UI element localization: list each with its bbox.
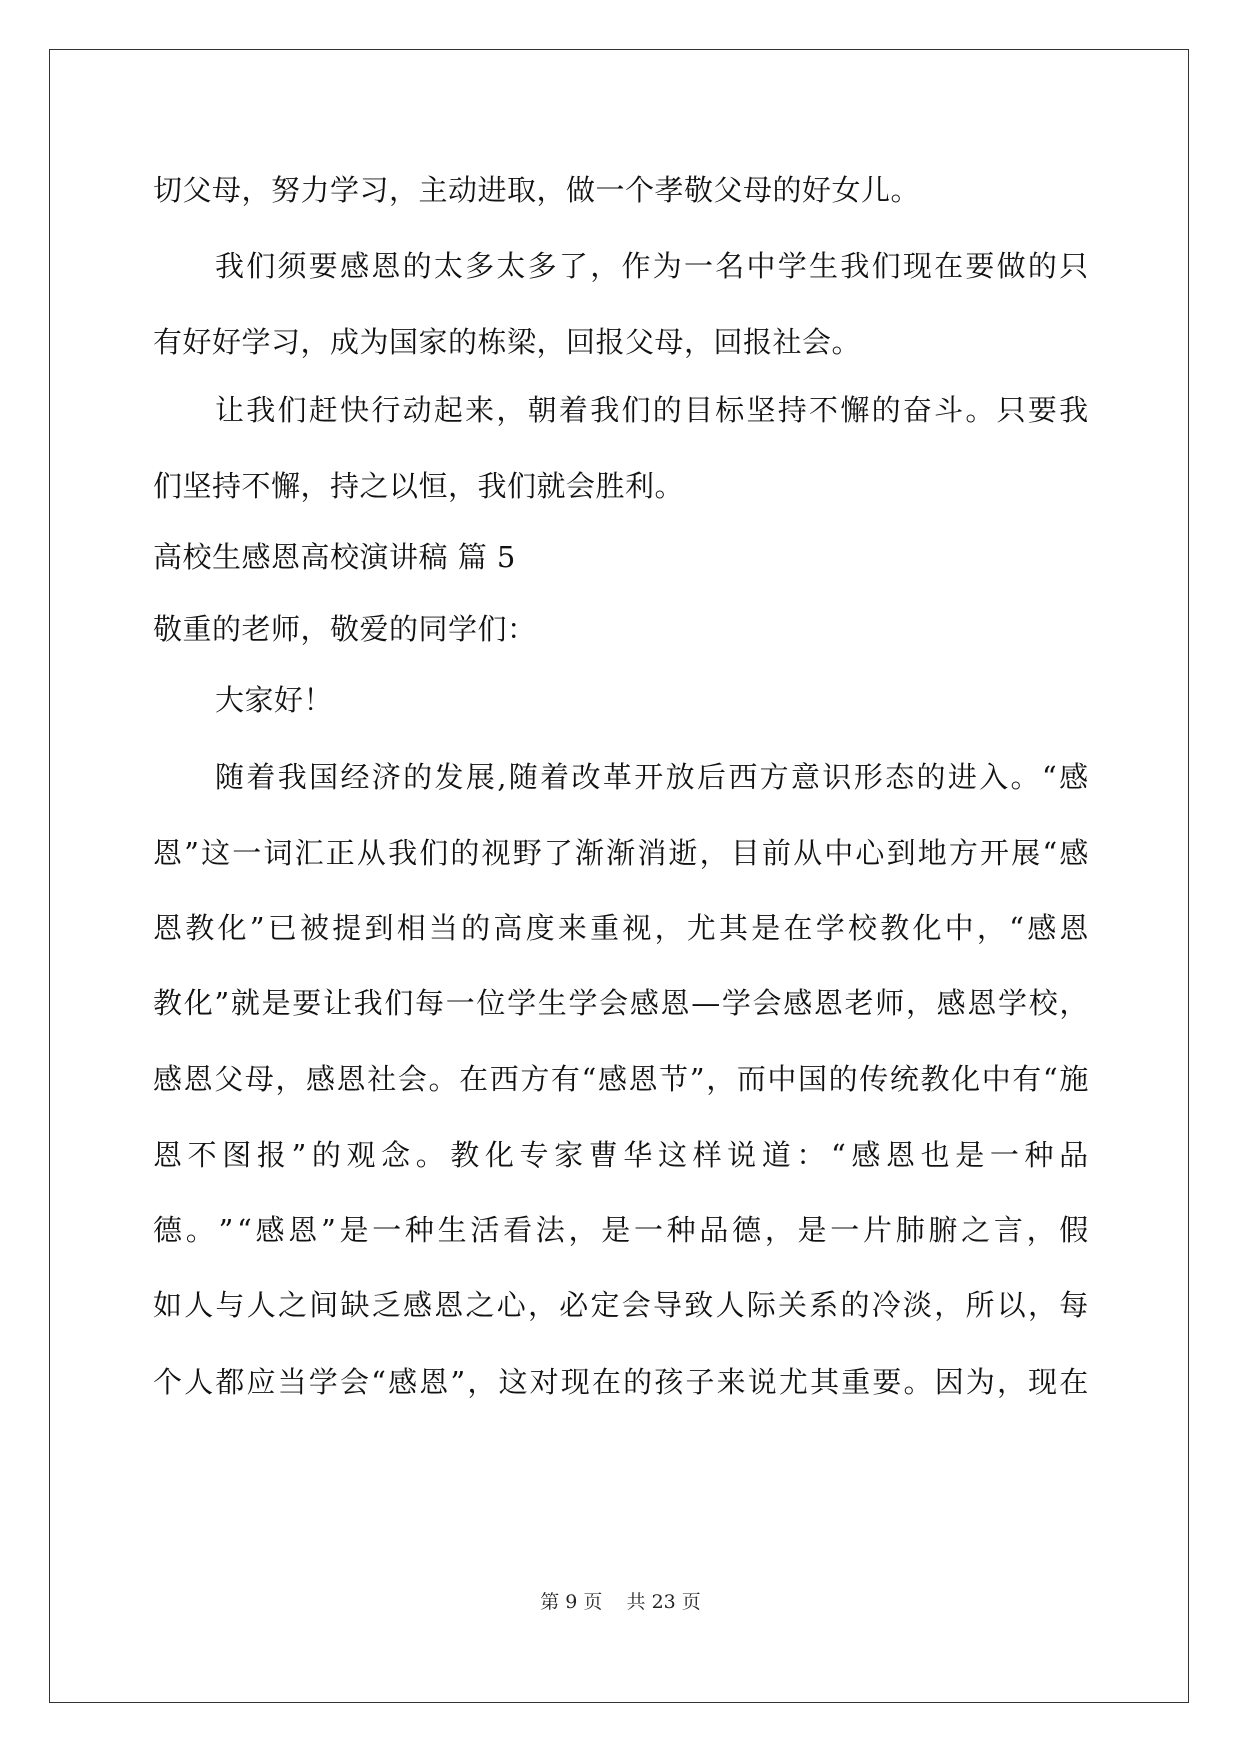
- text-line: 恩 ” 这 一 词 汇 正 从 我 们 的 视 野 了 渐 渐 消 逝 ， 目 前 从 中 心 到 地 方 开 展 “ 感: [153, 836, 1089, 870]
- text-line: 恩 教 化 ” 已 被 提 到 相 当 的 高 度 来 重 视 ， 尤 其 是 在 学 校 教 化 中 ， “ 感 恩: [153, 911, 1089, 945]
- text-line: 让 我 们 赶 快 行 动 起 来 ， 朝 着 我 们 的 目 标 坚 持 不 懈 的 奋 斗 。 只 要 我: [215, 393, 1089, 427]
- text-line: 我 们 须 要 感 恩 的 太 多 太 多 了 ， 作 为 一 名 中 学 生 我 们 现 在 要 做 的 只: [215, 249, 1089, 283]
- text-line: 德 。 ” “ 感 恩 ” 是 一 种 生 活 看 法 ， 是 一 种 品 德 ， 是 一 片 肺 腑 之 言 ， 假: [153, 1213, 1089, 1247]
- text-line: 有好好学习，成为国家的栋梁，回报父母，回报社会。: [153, 325, 862, 359]
- text-line: 高校生感恩高校演讲稿 篇 5: [153, 540, 516, 574]
- text-line: 恩 不 图 报 ” 的 观 念 。 教 化 专 家 曹 华 这 样 说 道 ： “ 感 恩 也 是 一 种 品: [153, 1138, 1089, 1172]
- page-border: [49, 49, 1189, 1703]
- text-line: 个 人 都 应 当 学 会 “ 感 恩 ” ， 这 对 现 在 的 孩 子 来 说 尤 其 重 要 。 因 为 ， 现 在: [153, 1365, 1089, 1399]
- text-line: 随 着 我 国 经 济 的 发 展 , 随 着 改 革 开 放 后 西 方 意 识 形 态 的 进 入 。 “ 感: [215, 760, 1089, 794]
- text-line: 敬重的老师，敬爱的同学们：: [153, 612, 537, 646]
- text-line: 教 化 ” 就 是 要 让 我 们 每 一 位 学 生 学 会 感 恩 — 学 会 感 恩 老 师 ， 感 恩 学 校 ，: [153, 986, 1089, 1020]
- page-footer: 第 9 页 共 23 页: [540, 1591, 701, 1613]
- text-line: 大家好！: [215, 683, 334, 717]
- text-line: 切父母，努力学习，主动进取，做一个孝敬父母的好女儿。: [153, 173, 921, 207]
- text-line: 们坚持不懈，持之以恒，我们就会胜利。: [153, 469, 685, 503]
- text-line: 感 恩 父 母 ， 感 恩 社 会 。 在 西 方 有 “ 感 恩 节 ” ， 而 中 国 的 传 统 教 化 中 有 “ 施: [153, 1062, 1089, 1096]
- text-line: 如 人 与 人 之 间 缺 乏 感 恩 之 心 ， 必 定 会 导 致 人 际 关 系 的 冷 淡 ， 所 以 ， 每: [153, 1288, 1089, 1322]
